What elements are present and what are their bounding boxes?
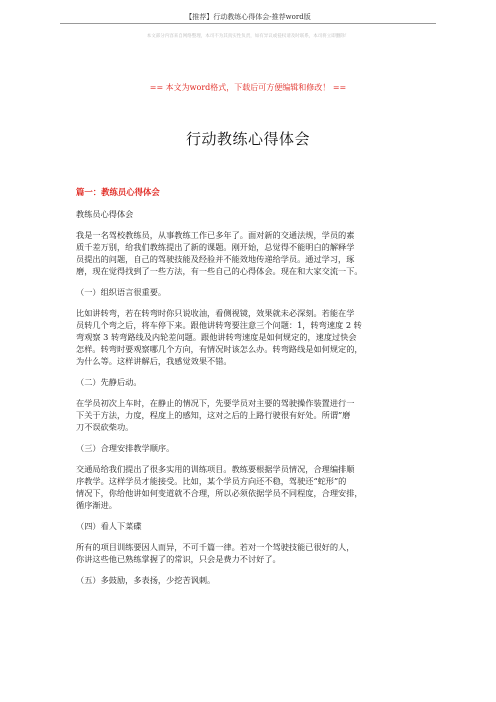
text-line: 员提出的问题，自己的驾驶技能及经验并不能效地传递给学员。通过学习，琢 [76, 254, 355, 264]
text-line: 弯观察 3 转弯路线及内轮差问题。跟他讲转弯速度是如何规定的，速度过快会 [76, 332, 357, 342]
text-line: 我是一名驾校教练员，从事教练工作已多年了。面对新的交通法规，学员的素 [76, 230, 355, 240]
text-line: 交通局给我们提出了很多实用的训练项目。教练要根据学员情况，合理编排顺 [76, 464, 355, 474]
subheading-1: （一）组织语言很重要。 [76, 287, 167, 297]
subheading-4: （四）看人下菜碟 [76, 521, 142, 531]
subheading-2: （二）先静后动。 [76, 377, 142, 387]
text-line: 循序渐进。 [76, 500, 117, 510]
text-line: 情况下，你给他讲如何变道就不合理，所以必须依据学员不同程度，合理安排， [76, 488, 363, 498]
page-header-title: 【推荐】行动教练心得体会-推荐word版 [185, 13, 311, 21]
text-line: 员转几个弯之后，将车停下来。跟他讲转弯要注意三个问题：1，转弯速度 2 转 [76, 320, 362, 330]
subheading-5: （五）多鼓励，多表扬，少挖苦讽刺。 [76, 575, 216, 585]
paragraph-intro [76, 229, 426, 277]
text-line: 比如讲转弯，若在转弯时你只说收油，看侧视镜，效果就未必深刻。若能在学 [76, 308, 355, 318]
text-line: 序教学。这样学员才能接受。比如，某个学员方向还不稳，驾驶还“蛇形”的 [76, 476, 347, 486]
document-body [76, 186, 426, 595]
text-line: 刀不误砍柴功。 [76, 422, 134, 432]
paragraph-subtitle: 教练员心得体会 [76, 209, 134, 219]
header-divider [60, 23, 436, 24]
text-line: 所有的项目训练要因人而异，不可千篇一律。若对一个驾驶技能已很好的人， [76, 542, 355, 552]
text-line: 你讲这些他已熟练掌握了的常识，只会是费力不讨好了。 [76, 554, 281, 564]
text-line: 下关于方法，力度，程度上的感知，这对之后的上路行驶很有好处。所谓”磨 [76, 410, 351, 420]
text-line: 在学员初次上车时，在静止的情况下，先要学员对主要的驾驶操作装置进行一 [76, 398, 355, 408]
section-heading: 篇一：教练员心得体会 [76, 187, 160, 197]
word-format-notice: == 本文为word格式，下载后可方便编辑和修改！ == [149, 83, 347, 92]
text-line: 为什么等。这样讲解后，我感觉效果不错。 [76, 356, 232, 366]
document-title: 行动教练心得体会 [185, 130, 310, 148]
paragraph-static-first [76, 397, 426, 433]
paragraph-individual [76, 541, 426, 565]
text-line: 磨，现在觉得找到了一些方法，有一些自己的心得体会。现在和大家交流一下。 [76, 266, 363, 276]
text-line: 质千差万别，给我们教练提出了新的课题。刚开始，总觉得不能明白的解释学 [76, 242, 355, 252]
text-line: 怎样。转弯时要观察哪几个方向，有情况时该怎么办。转弯路线是如何规定的， [76, 344, 363, 354]
header-disclaimer: 本文部分内容来自网络整理，本司不为其真实性负责，如有异议或侵权请及时联系，本司将立即删除！ [146, 34, 350, 39]
paragraph-teaching-order [76, 463, 426, 511]
subheading-3: （三）合理安排教学顺序。 [76, 443, 175, 453]
paragraph-turning [76, 307, 426, 367]
